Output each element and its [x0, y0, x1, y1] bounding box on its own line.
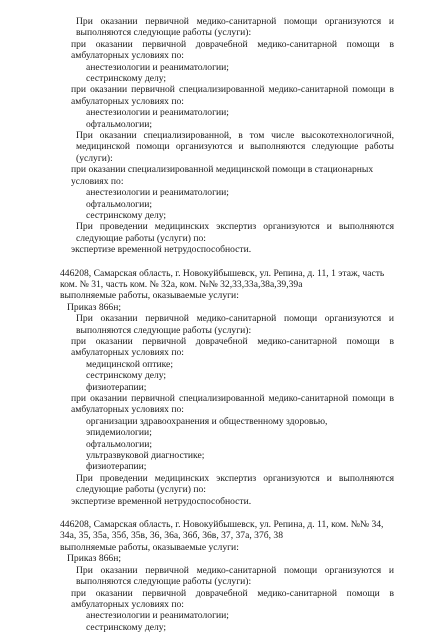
document-paragraph: 446208, Самарская область, г. Новокуйбышевск, ул. Репина, д. 11, 1 этаж, часть ком. № 31, часть ком. № 32а, ком. №№ 32,33,33а,38а,39,39а: [60, 267, 385, 290]
document-paragraph: При проведении медицинских экспертиз организуются и выполняются следующие работы (услуги) по:: [76, 221, 394, 244]
document-paragraph: при оказании первичной специализированной медико-санитарной помощи в амбулаторных условиях по:: [71, 84, 394, 107]
document-paragraph: анестезиологии и реаниматологии;: [86, 61, 229, 73]
document-paragraph: анестезиологии и реаниматологии;: [86, 107, 229, 119]
document-paragraph: анестезиологии и реаниматологии;: [86, 187, 229, 199]
document-paragraph: офтальмологии;: [86, 118, 153, 130]
document-paragraph: при оказании первичной доврачебной медико-санитарной помощи в амбулаторных условиях по:: [71, 587, 394, 610]
document-paragraph: организации здравоохранения и общественному здоровью, эпидемиологии;: [86, 415, 328, 439]
document-paragraph: При оказании первичной медико-санитарной помощи организуются и выполняются следующие работы (услуги):: [76, 313, 394, 336]
document-paragraph: выполняемые работы, оказываемые услуги:: [60, 290, 239, 302]
document-paragraph: экспертизе временной нетрудоспособности.: [71, 495, 252, 507]
document-paragraph: при оказании первичной доврачебной медико-санитарной помощи в амбулаторных условиях по:: [71, 38, 394, 62]
document-paragraph: физиотерапии;: [86, 461, 147, 473]
document-paragraph: офтальмологии;: [86, 198, 153, 210]
document-paragraph: физиотерапии;: [86, 381, 147, 393]
document-paragraph: При оказании первичной медико-санитарной помощи организуются и выполняются следующие работы (услуги):: [76, 16, 394, 39]
section-gap: [60, 507, 394, 519]
document-paragraph: анестезиологии и реаниматологии;: [86, 610, 229, 622]
document-paragraph: сестринскому делу;: [86, 73, 167, 85]
document-paragraph: выполняемые работы, оказываемые услуги:: [60, 541, 239, 553]
document-paragraph: при оказании первичной доврачебной медико-санитарной помощи в амбулаторных условиях по:: [71, 335, 394, 359]
document-paragraph: Приказ 866н;: [67, 553, 122, 565]
document-paragraph: экспертизе временной нетрудоспособности.: [71, 244, 252, 256]
document-paragraph: При проведении медицинских экспертиз организуются и выполняются следующие работы (услуги) по:: [76, 472, 394, 496]
document-paragraph: сестринскому делу;: [86, 209, 167, 221]
document-paragraph: медицинской оптике;: [86, 358, 173, 370]
document-paragraph: сестринскому делу;: [86, 621, 167, 633]
document-paragraph: офтальмологии;: [86, 438, 153, 450]
document-paragraph: 446208, Самарская область, г. Новокуйбышевск, ул. Репина, д. 11, ком. №№ 34, 34а, 35, 35а, 35б, 35в, 36, 36а, 36б, 36в, 37, 37а, 37б, 38: [60, 519, 384, 542]
document-paragraph: ультразвуковой диагностике;: [86, 450, 205, 462]
section-gap: [60, 256, 394, 268]
document-paragraph: при оказании специализированной медицинской помощи в стационарных условиях по:: [71, 164, 374, 187]
document-paragraph: При оказании специализированной, в том числе высокотехнологичной, медицинской помощи организуются и выполняются следующие работы (услуги):: [76, 130, 394, 164]
document-paragraph: при оказании первичной специализированной медико-санитарной помощи в амбулаторных условиях по:: [71, 393, 394, 416]
document-page: [60, 16, 394, 633]
document-paragraph: При оказании первичной медико-санитарной помощи организуются и выполняются следующие работы (услуги):: [76, 564, 394, 588]
document-paragraph: Приказ 866н;: [67, 301, 122, 313]
document-paragraph: сестринскому делу;: [86, 370, 167, 382]
